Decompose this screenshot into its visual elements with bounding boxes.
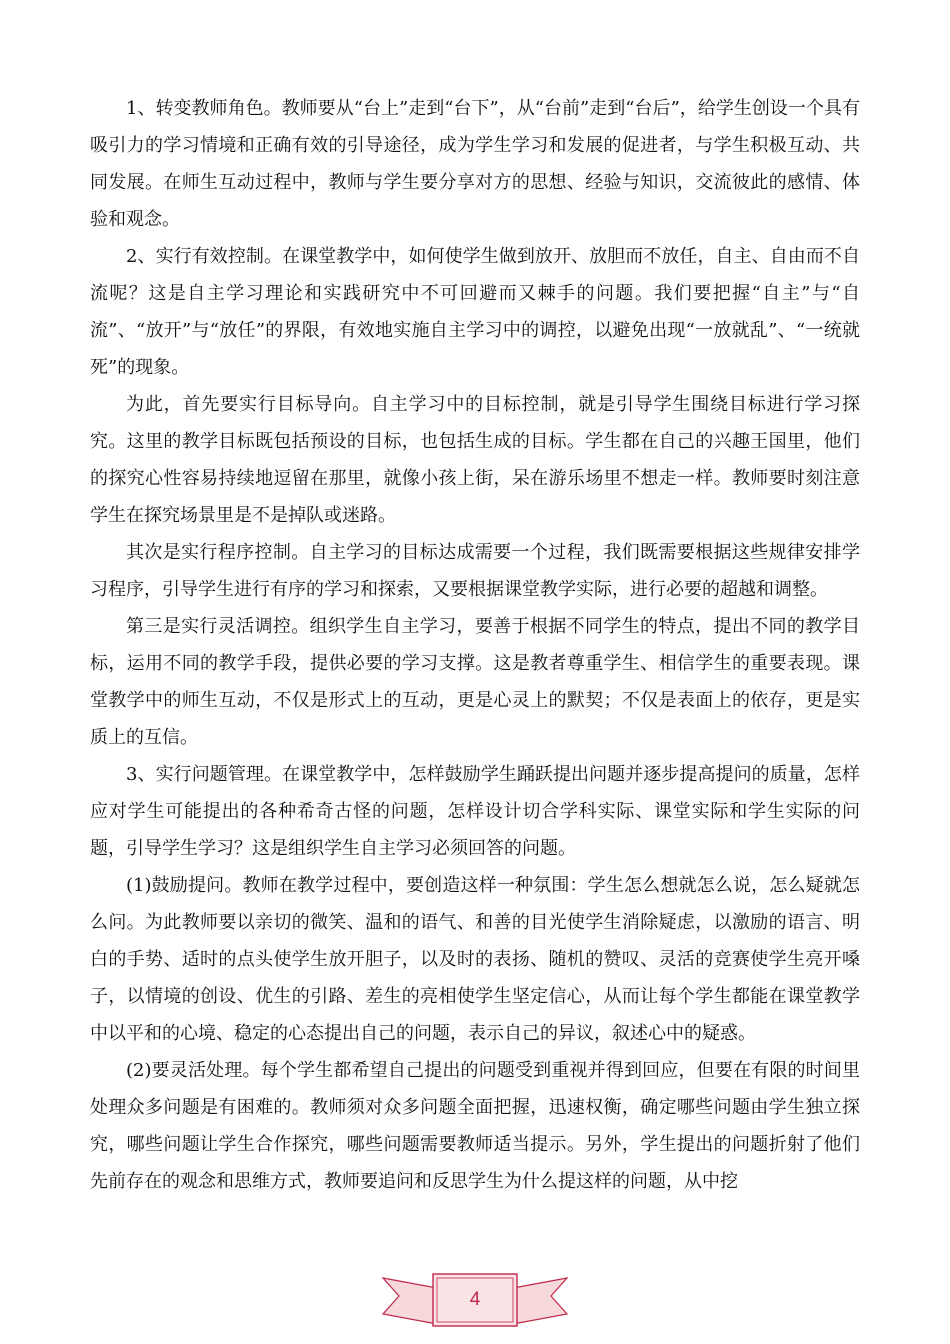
paragraph-7: (1)鼓励提问。教师在教学过程中，要创造这样一种氛围：学生怎么想就怎么说，怎么疑就怎么问。为此教师要以亲切的微笑、温和的语气、和善的目光使学生消除疑虑，以激励的语言、明白的手势、适时的点头使学生放开胆子，以及时的表扬、随机的赞叹、灵活的竞赛使学生亮开嗓子，以情境的创设、优生的引路、差生的亮相使学生坚定信心，从而让每个学生都能在课堂教学中以平和的心境、稳定的心态提出自己的问题，表示自己的异议，叙述心中的疑惑。: [90, 875, 860, 1044]
paragraph-5: 第三是实行灵活调控。组织学生自主学习，要善于根据不同学生的特点，提出不同的教学目标，运用不同的教学手段，提供必要的学习支撑。这是教者尊重学生、相信学生的重要表现。课堂教学中的师生互动，不仅是形式上的互动，更是心灵上的默契；不仅是表面上的依存，更是实质上的互信。: [90, 616, 860, 748]
paragraph-8: (2)要灵活处理。每个学生都希望自己提出的问题受到重视并得到回应，但要在有限的时间里处理众多问题是有困难的。教师须对众多问题全面把握，迅速权衡，确定哪些问题由学生独立探究，哪些问题让学生合作探究，哪些问题需要教师适当提示。另外，学生提出的问题折射了他们先前存在的观念和思维方式，教师要追问和反思学生为什么提这样的问题，从中挖: [90, 1060, 860, 1192]
paragraph-2: 2、实行有效控制。在课堂教学中，如何使学生做到放开、放胆而不放任，自主、自由而不自流呢？这是自主学习理论和实践研究中不可回避而又棘手的问题。我们要把握“自主”与“自流”、“放开”与“放任”的界限，有效地实施自主学习中的调控，以避免出现“一放就乱”、“一统就死”的现象。: [90, 246, 860, 378]
paragraph-6: 3、实行问题管理。在课堂教学中，怎样鼓励学生踊跃提出问题并逐步提高提问的质量，怎样应对学生可能提出的各种希奇古怪的问题，怎样设计切合学科实际、课堂实际和学生实际的问题，引导学生学习？这是组织学生自主学习必须回答的问题。: [90, 764, 860, 859]
body-text: [90, 90, 860, 1200]
paragraph-3: 为此，首先要实行目标导向。自主学习中的目标控制，就是引导学生围绕目标进行学习探究。这里的教学目标既包括预设的目标，也包括生成的目标。学生都在自己的兴趣王国里，他们的探究心性容易持续地逗留在那里，就像小孩上街，呆在游乐场里不想走一样。教师要时刻注意学生在探究场景里是不是掉队或迷路。: [90, 394, 860, 526]
paragraph-4: 其次是实行程序控制。自主学习的目标达成需要一个过程，我们既需要根据这些规律安排学习程序，引导学生进行有序的学习和探索，又要根据课堂教学实际，进行必要的超越和调整。: [90, 542, 860, 600]
page-footer: [0, 1266, 950, 1336]
page-number: 4: [469, 1289, 481, 1310]
paragraph-1: 1、转变教师角色。教师要从“台上”走到“台下”，从“台前”走到“台后”，给学生创设一个具有吸引力的学习情境和正确有效的引导途径，成为学生学习和发展的促进者，与学生积极互动、共同发展。在师生互动过程中，教师与学生要分享对方的思想、经验与知识，交流彼此的感情、体验和观念。: [90, 98, 860, 230]
